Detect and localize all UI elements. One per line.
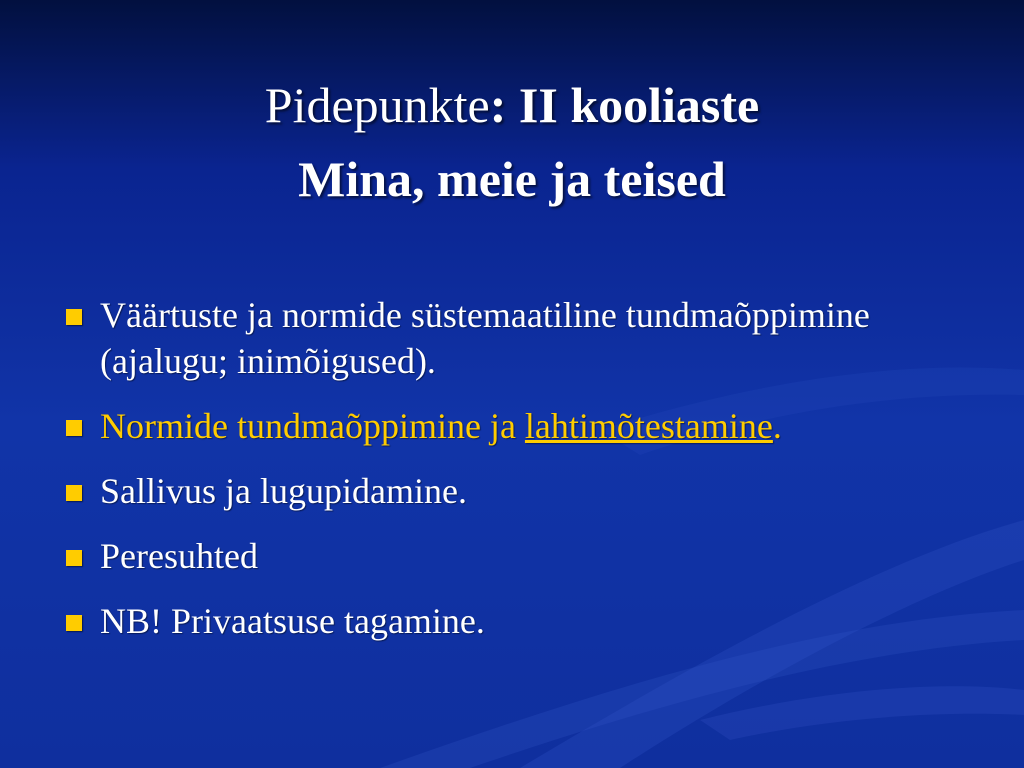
square-bullet-icon xyxy=(66,420,82,436)
bullet-text-end: . xyxy=(772,406,782,446)
square-bullet-icon xyxy=(66,309,82,325)
bullet-text: Väärtuste ja normide süstemaatiline tundmaõppimine (ajalugu; inimõigused). xyxy=(100,295,870,381)
title-line-2: Mina, meie ja teised xyxy=(298,151,726,207)
bullet-list xyxy=(58,292,958,663)
title-regular-part: Pidepunkte xyxy=(264,77,490,133)
square-bullet-icon xyxy=(66,615,82,631)
bullet-item xyxy=(58,468,958,514)
title-line-1 xyxy=(0,68,1024,142)
bullet-text: NB! Privaatsuse tagamine. xyxy=(100,601,485,641)
square-bullet-icon xyxy=(66,485,82,501)
slide-title xyxy=(0,68,1024,216)
bullet-item-highlighted xyxy=(58,403,958,449)
bullet-item xyxy=(58,292,958,384)
bullet-text: Peresuhted xyxy=(100,536,258,576)
square-bullet-icon xyxy=(66,550,82,566)
title-bold-part: : II kooliaste xyxy=(489,77,760,133)
bullet-item xyxy=(58,533,958,579)
hyperlink[interactable]: lahtimõtestamine xyxy=(524,406,773,446)
bullet-item xyxy=(58,598,958,644)
bullet-text: Sallivus ja lugupidamine. xyxy=(100,471,467,511)
bullet-text: Normide tundmaõppimine ja xyxy=(100,406,525,446)
